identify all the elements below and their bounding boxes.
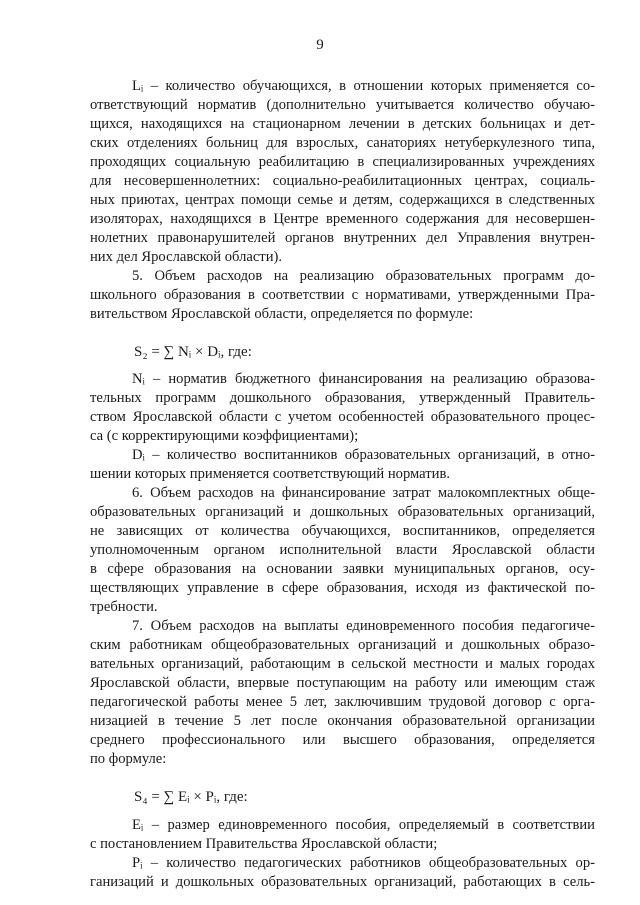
text-line: ских отделениях больниц для взрослых, санаториях нетуберкулезного типа,	[90, 135, 595, 151]
text-line: ответствующий норматив (дополнительно учитывается количество обучаю-	[90, 97, 595, 113]
text-line: ским работникам общеобразовательных организаций и дошкольных образо-	[90, 637, 595, 653]
text-line: ганизаций и дошкольных образовательных организаций, работающих в сель-	[90, 874, 595, 890]
formula-s4: S₄ = ∑ Eᵢ × Pᵢ, где:	[134, 789, 248, 805]
text-line: изоляторах, находящихся в Центре временного содержания для несовершен-	[90, 211, 595, 227]
text-line: шении которых применяется соответствующий норматив.	[90, 466, 450, 482]
formula-s2: S₂ = ∑ Nᵢ × Dᵢ, где:	[134, 344, 252, 360]
text-line: вательных организаций, работающим в сельской местности и малых городах	[90, 656, 595, 672]
text-line: Ярославской области, впервые поступающим на работу или имеющим стаж	[90, 675, 595, 691]
text-line: тельных программ дошкольного образования, утвержденный Правитель-	[90, 390, 595, 406]
text-line: проходящих социальную реабилитацию в специализированных учреждениях	[90, 154, 595, 170]
text-line: Pᵢ – количество педагогических работников общеобразовательных ор-	[132, 855, 595, 871]
text-line: нолетних правонарушителей органов внутренних дел Управления внутрен-	[90, 230, 595, 246]
text-line: педагогической работы менее 5 лет, заключившим трудовой договор с орга-	[90, 694, 595, 710]
text-line: не зависящих от количества обучающихся, воспитанников, определяется	[90, 523, 595, 539]
page-number: 9	[316, 37, 324, 53]
text-line: ством Ярославской области с учетом особенностей образовательного процес-	[90, 409, 595, 425]
text-line: в сфере образования на основании заявки муниципальных органов, осу-	[90, 561, 595, 577]
text-line: са (с корректирующими коэффициентами);	[90, 428, 359, 444]
text-line: ществляющих управление в сфере образования, исходя из фактической по-	[90, 580, 595, 596]
text-line: требности.	[90, 599, 158, 615]
text-line: вительством Ярославской области, определяется по формуле:	[90, 306, 474, 322]
text-line: с постановлением Правительства Ярославской области;	[90, 836, 438, 852]
text-line: 5. Объем расходов на реализацию образовательных программ до-	[132, 268, 595, 284]
text-line: Nᵢ – норматив бюджетного финансирования на реализацию образова-	[132, 371, 595, 387]
text-line: 7. Объем расходов на выплаты единовременного пособия педагогиче-	[132, 618, 595, 634]
text-line: образовательных организаций и дошкольных образовательных организаций,	[90, 504, 595, 520]
text-line: среднего профессионального или высшего образования, определяется	[90, 732, 595, 748]
text-line: щихся, находящихся на стационарном лечении в детских больницах и дет-	[90, 116, 595, 132]
text-line: 6. Объем расходов на финансирование затрат малокомплектных обще-	[132, 485, 595, 501]
text-line: Eᵢ – размер единовременного пособия, определяемый в соответствии	[132, 817, 595, 833]
text-line: уполномоченным органом исполнительной власти Ярославской области	[90, 542, 595, 558]
text-line: них дел Ярославской области).	[90, 249, 283, 265]
text-line: ных приютах, центрах помощи семье и детям, содержащихся в следственных	[90, 192, 595, 208]
text-line: Lᵢ – количество обучающихся, в отношении которых применяется со-	[132, 78, 595, 94]
text-line: для несовершеннолетних: социально-реабилитационных центрах, социаль-	[90, 173, 595, 189]
text-line: школьного образования в соответствии с нормативами, утвержденными Пра-	[90, 287, 595, 303]
text-line: Dᵢ – количество воспитанников образовательных организаций, в отно-	[132, 447, 595, 463]
text-line: низацией в течение 5 лет после окончания образовательной организации	[90, 713, 595, 729]
text-line: по формуле:	[90, 751, 167, 767]
